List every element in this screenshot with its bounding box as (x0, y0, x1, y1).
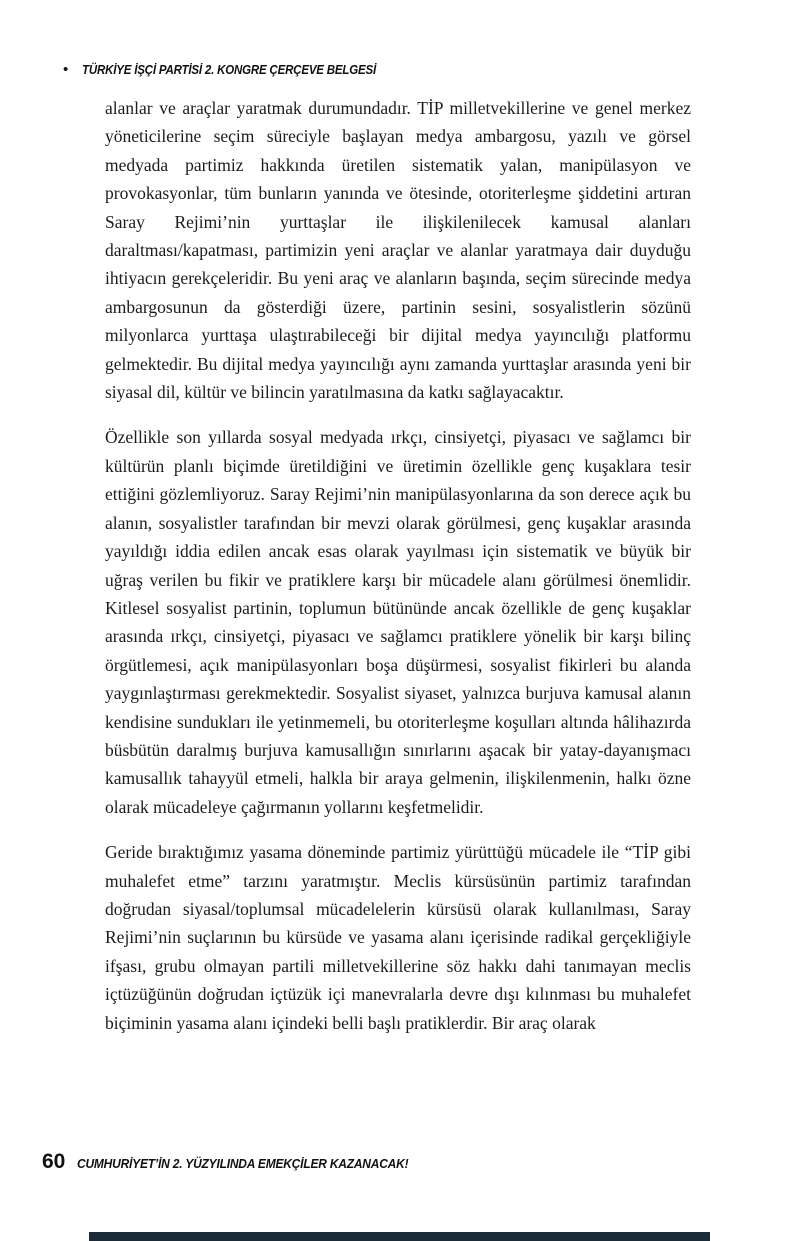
body-paragraph: Geride bıraktığımız yasama döneminde partimiz yürüttüğü mücadele ile “TİP gibi muhalefet etme” tarzını yaratmıştır. Meclis kürsüsünün partimiz tarafından doğrudan siyasal/toplumsal mücadelelerin kürsüsü olarak kullanılması, Saray Rejimi’nin suçlarının bu kürsüde ve yasama alanı içerisinde radikal gerçekliğiyle ifşası, grubu olmayan partili milletvekillerine söz hakkı dahi tanımayan meclis içtüzüğünün doğrudan içtüzük içi manevralarla devre dışı kılınması bu muhalefet biçiminin yasama alanı içindeki belli başlı pratiklerdir. Bir araç olarak (105, 842, 691, 1033)
header-title: TÜRKİYE İŞÇİ PARTİSİ 2. KONGRE ÇERÇEVE BELGESİ (82, 62, 377, 77)
document-footer (42, 1150, 438, 1174)
body-paragraph: alanlar ve araçlar yaratmak durumundadır. TİP milletvekillerine ve genel merkez yöneticilerine seçim süreciyle başlayan medya ambargosu, yazılı ve görsel medyada partimiz hakkında üretilen sistematik yalan, manipülasyon ve provokasyonlar, tüm bunların yanında ve ötesinde, otoriterleşme şiddetini artıran Saray Rejimi’nin yurttaşlar ile ilişkilenilecek kamusal alanları daraltması/kapatması, partimizin yeni araçlar ve alanlar yaratmaya dair duyduğu ihtiyacın gerekçeleridir. Bu yeni araç ve alanların başında, seçim sürecinde medya ambargosunun da gösterdiği üzere, partinin sesini, sosyalistlerin sözünü milyonlarca yurttaşa ulaştırabileceği bir dijital medya yayıncılığı platformu gelmektedir. Bu dijital medya yayıncılığı aynı zamanda yurttaşlar arasında yeni bir siyasal dil, kültür ve bilincin yaratılmasına da katkı sağlayacaktır. (105, 98, 691, 403)
page-number: 60 (42, 1150, 66, 1173)
bullet-icon: • (63, 61, 69, 78)
document-header (63, 62, 402, 77)
bottom-bar-decoration (89, 1232, 710, 1241)
document-body (105, 94, 691, 1054)
footer-title: CUMHURİYET’İN 2. YÜZYILINDA EMEKÇİLER KAZANACAK! (77, 1156, 409, 1171)
body-paragraph: Özellikle son yıllarda sosyal medyada ırkçı, cinsiyetçi, piyasacı ve sağlamcı bir kültürün planlı biçimde üretildiğini ve üretimin özellikle genç kuşaklara tesir ettiğini gözlemliyoruz. Saray Rejimi’nin manipülasyonlarına da son derece açık bu alanın, sosyalistler tarafından bir mevzi olarak görülmesi, genç kuşaklar arasında yayıldığı iddia edilen ancak esas olarak yayılması için sistematik ve büyük bir uğraş verilen bu fikir ve pratiklere karşı bir mücadele alanı görülmesi önemlidir. Kitlesel sosyalist partinin, toplumun bütününde ancak özellikle de genç kuşaklar arasında ırkçı, cinsiyetçi, piyasacı ve sağlamcı pratiklere yönelik bir karşı bilinç örgütlemesi, açık manipülasyonları boşa düşürmesi, sosyalist fikirleri bu alanda yaygınlaştırması gerekmektedir. Sosyalist siyaset, yalnızca burjuva kamusal alanın kendisine sundukları ile yetinmemeli, bu otoriterleşme koşulları altında hâlihazırda büsbütün daralmış burjuva kamusallığın sınırlarını aşacak bir yatay-dayanışmacı kamusallık tahayyül etmeli, halkla bir araya gelmenin, ilişkilenmenin, halkı özne olarak mücadeleye çağırmanın yollarını keşfetmelidir. (105, 427, 691, 817)
